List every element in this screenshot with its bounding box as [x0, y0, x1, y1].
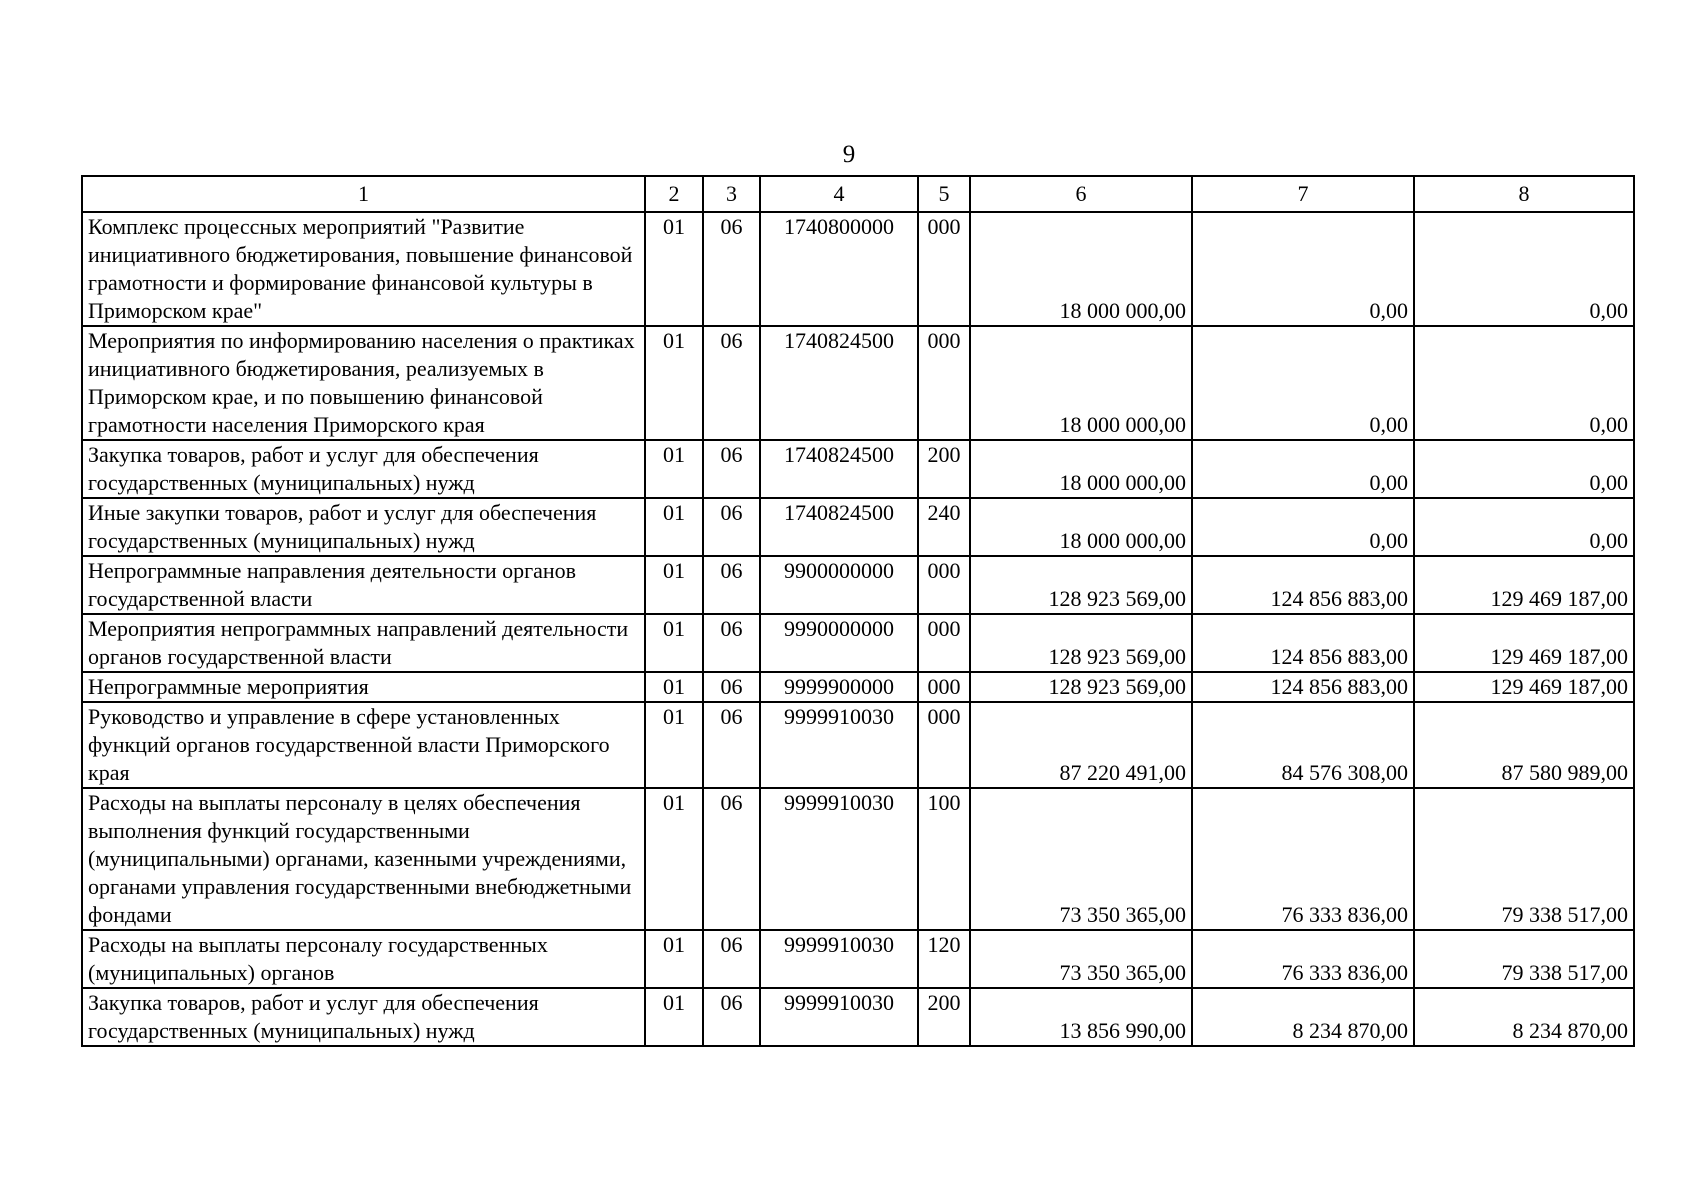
row-amount-col8-cell: 0,00 [1414, 440, 1634, 498]
table-row [82, 556, 1634, 614]
row-amount-col7-cell: 76 333 836,00 [1192, 930, 1414, 988]
row-section-cell: 01 [645, 498, 703, 556]
row-subsection-cell: 06 [703, 788, 760, 930]
row-expense-type-cell: 200 [918, 440, 970, 498]
row-expense-type-cell: 120 [918, 930, 970, 988]
row-amount-col6-cell: 73 350 365,00 [970, 788, 1192, 930]
row-amount-col6-cell: 128 923 569,00 [970, 672, 1192, 702]
row-section-cell: 01 [645, 988, 703, 1046]
header-col-8: 8 [1414, 176, 1634, 212]
table-row [82, 326, 1634, 440]
row-subsection-cell: 06 [703, 498, 760, 556]
row-amount-col6-cell: 18 000 000,00 [970, 498, 1192, 556]
row-name-cell: Расходы на выплаты персоналу в целях обеспечения выполнения функций государственными (муниципальными) органами, казенными учреждениями, органами управления государственными внебюджетными фондами [82, 788, 645, 930]
row-subsection-cell: 06 [703, 930, 760, 988]
page-number: 9 [842, 141, 856, 168]
table-row [82, 614, 1634, 672]
row-expense-type-cell: 000 [918, 614, 970, 672]
row-target-article-cell: 1740800000 [760, 212, 918, 326]
table-header [82, 176, 1634, 212]
row-target-article-cell: 9999900000 [760, 672, 918, 702]
row-amount-col7-cell: 0,00 [1192, 440, 1414, 498]
row-target-article-cell: 9990000000 [760, 614, 918, 672]
row-name-cell: Руководство и управление в сфере установленных функций органов государственной власти Приморского края [82, 702, 645, 788]
table-body [82, 212, 1634, 1046]
row-expense-type-cell: 200 [918, 988, 970, 1046]
row-amount-col8-cell: 0,00 [1414, 326, 1634, 440]
row-section-cell: 01 [645, 326, 703, 440]
row-name-cell: Комплекс процессных мероприятий "Развитие инициативного бюджетирования, повышение финансовой грамотности и формирование финансовой культуры в Приморском крае" [82, 212, 645, 326]
row-name-cell: Иные закупки товаров, работ и услуг для обеспечения государственных (муниципальных) нужд [82, 498, 645, 556]
header-col-2: 2 [645, 176, 703, 212]
row-name-cell: Закупка товаров, работ и услуг для обеспечения государственных (муниципальных) нужд [82, 440, 645, 498]
header-col-6: 6 [970, 176, 1192, 212]
row-subsection-cell: 06 [703, 702, 760, 788]
row-amount-col7-cell: 84 576 308,00 [1192, 702, 1414, 788]
row-expense-type-cell: 000 [918, 672, 970, 702]
header-col-4: 4 [760, 176, 918, 212]
row-amount-col6-cell: 128 923 569,00 [970, 556, 1192, 614]
table-row [82, 498, 1634, 556]
row-section-cell: 01 [645, 930, 703, 988]
row-amount-col6-cell: 18 000 000,00 [970, 212, 1192, 326]
row-name-cell: Непрограммные направления деятельности органов государственной власти [82, 556, 645, 614]
row-target-article-cell: 9999910030 [760, 788, 918, 930]
row-amount-col7-cell: 8 234 870,00 [1192, 988, 1414, 1046]
row-expense-type-cell: 240 [918, 498, 970, 556]
row-name-cell: Закупка товаров, работ и услуг для обеспечения государственных (муниципальных) нужд [82, 988, 645, 1046]
row-amount-col8-cell: 129 469 187,00 [1414, 614, 1634, 672]
row-name-cell: Мероприятия непрограммных направлений деятельности органов государственной власти [82, 614, 645, 672]
row-expense-type-cell: 000 [918, 212, 970, 326]
row-target-article-cell: 9999910030 [760, 702, 918, 788]
row-name-cell: Расходы на выплаты персоналу государственных (муниципальных) органов [82, 930, 645, 988]
row-amount-col6-cell: 18 000 000,00 [970, 440, 1192, 498]
row-subsection-cell: 06 [703, 672, 760, 702]
row-amount-col7-cell: 124 856 883,00 [1192, 614, 1414, 672]
header-col-5: 5 [918, 176, 970, 212]
header-col-7: 7 [1192, 176, 1414, 212]
row-amount-col6-cell: 128 923 569,00 [970, 614, 1192, 672]
row-expense-type-cell: 000 [918, 326, 970, 440]
row-section-cell: 01 [645, 702, 703, 788]
row-expense-type-cell: 000 [918, 702, 970, 788]
row-subsection-cell: 06 [703, 614, 760, 672]
row-section-cell: 01 [645, 614, 703, 672]
row-subsection-cell: 06 [703, 988, 760, 1046]
row-amount-col7-cell: 124 856 883,00 [1192, 672, 1414, 702]
table-row [82, 702, 1634, 788]
row-amount-col8-cell: 79 338 517,00 [1414, 788, 1634, 930]
row-amount-col7-cell: 0,00 [1192, 498, 1414, 556]
header-col-1: 1 [82, 176, 645, 212]
budget-table [81, 175, 1635, 1047]
header-col-3: 3 [703, 176, 760, 212]
header-row [82, 176, 1634, 212]
row-amount-col7-cell: 0,00 [1192, 212, 1414, 326]
row-amount-col8-cell: 79 338 517,00 [1414, 930, 1634, 988]
row-target-article-cell: 1740824500 [760, 440, 918, 498]
row-name-cell: Непрограммные мероприятия [82, 672, 645, 702]
row-expense-type-cell: 100 [918, 788, 970, 930]
table-row [82, 440, 1634, 498]
row-amount-col6-cell: 13 856 990,00 [970, 988, 1192, 1046]
row-subsection-cell: 06 [703, 556, 760, 614]
row-section-cell: 01 [645, 788, 703, 930]
row-section-cell: 01 [645, 556, 703, 614]
row-amount-col6-cell: 73 350 365,00 [970, 930, 1192, 988]
row-amount-col7-cell: 76 333 836,00 [1192, 788, 1414, 930]
row-section-cell: 01 [645, 212, 703, 326]
row-target-article-cell: 9999910030 [760, 930, 918, 988]
row-amount-col7-cell: 0,00 [1192, 326, 1414, 440]
row-target-article-cell: 9900000000 [760, 556, 918, 614]
row-section-cell: 01 [645, 440, 703, 498]
table-row [82, 212, 1634, 326]
row-expense-type-cell: 000 [918, 556, 970, 614]
row-amount-col8-cell: 0,00 [1414, 498, 1634, 556]
row-amount-col8-cell: 87 580 989,00 [1414, 702, 1634, 788]
row-subsection-cell: 06 [703, 326, 760, 440]
table-row [82, 672, 1634, 702]
row-section-cell: 01 [645, 672, 703, 702]
row-amount-col8-cell: 129 469 187,00 [1414, 672, 1634, 702]
table-row [82, 988, 1634, 1046]
row-target-article-cell: 1740824500 [760, 326, 918, 440]
row-amount-col6-cell: 87 220 491,00 [970, 702, 1192, 788]
row-name-cell: Мероприятия по информированию населения о практиках инициативного бюджетирования, реализуемых в Приморском крае, и по повышению финансовой грамотности населения Приморского края [82, 326, 645, 440]
table-row [82, 788, 1634, 930]
row-subsection-cell: 06 [703, 440, 760, 498]
row-amount-col8-cell: 129 469 187,00 [1414, 556, 1634, 614]
row-amount-col8-cell: 8 234 870,00 [1414, 988, 1634, 1046]
row-target-article-cell: 9999910030 [760, 988, 918, 1046]
row-subsection-cell: 06 [703, 212, 760, 326]
row-target-article-cell: 1740824500 [760, 498, 918, 556]
table-row [82, 930, 1634, 988]
row-amount-col6-cell: 18 000 000,00 [970, 326, 1192, 440]
row-amount-col8-cell: 0,00 [1414, 212, 1634, 326]
row-amount-col7-cell: 124 856 883,00 [1192, 556, 1414, 614]
